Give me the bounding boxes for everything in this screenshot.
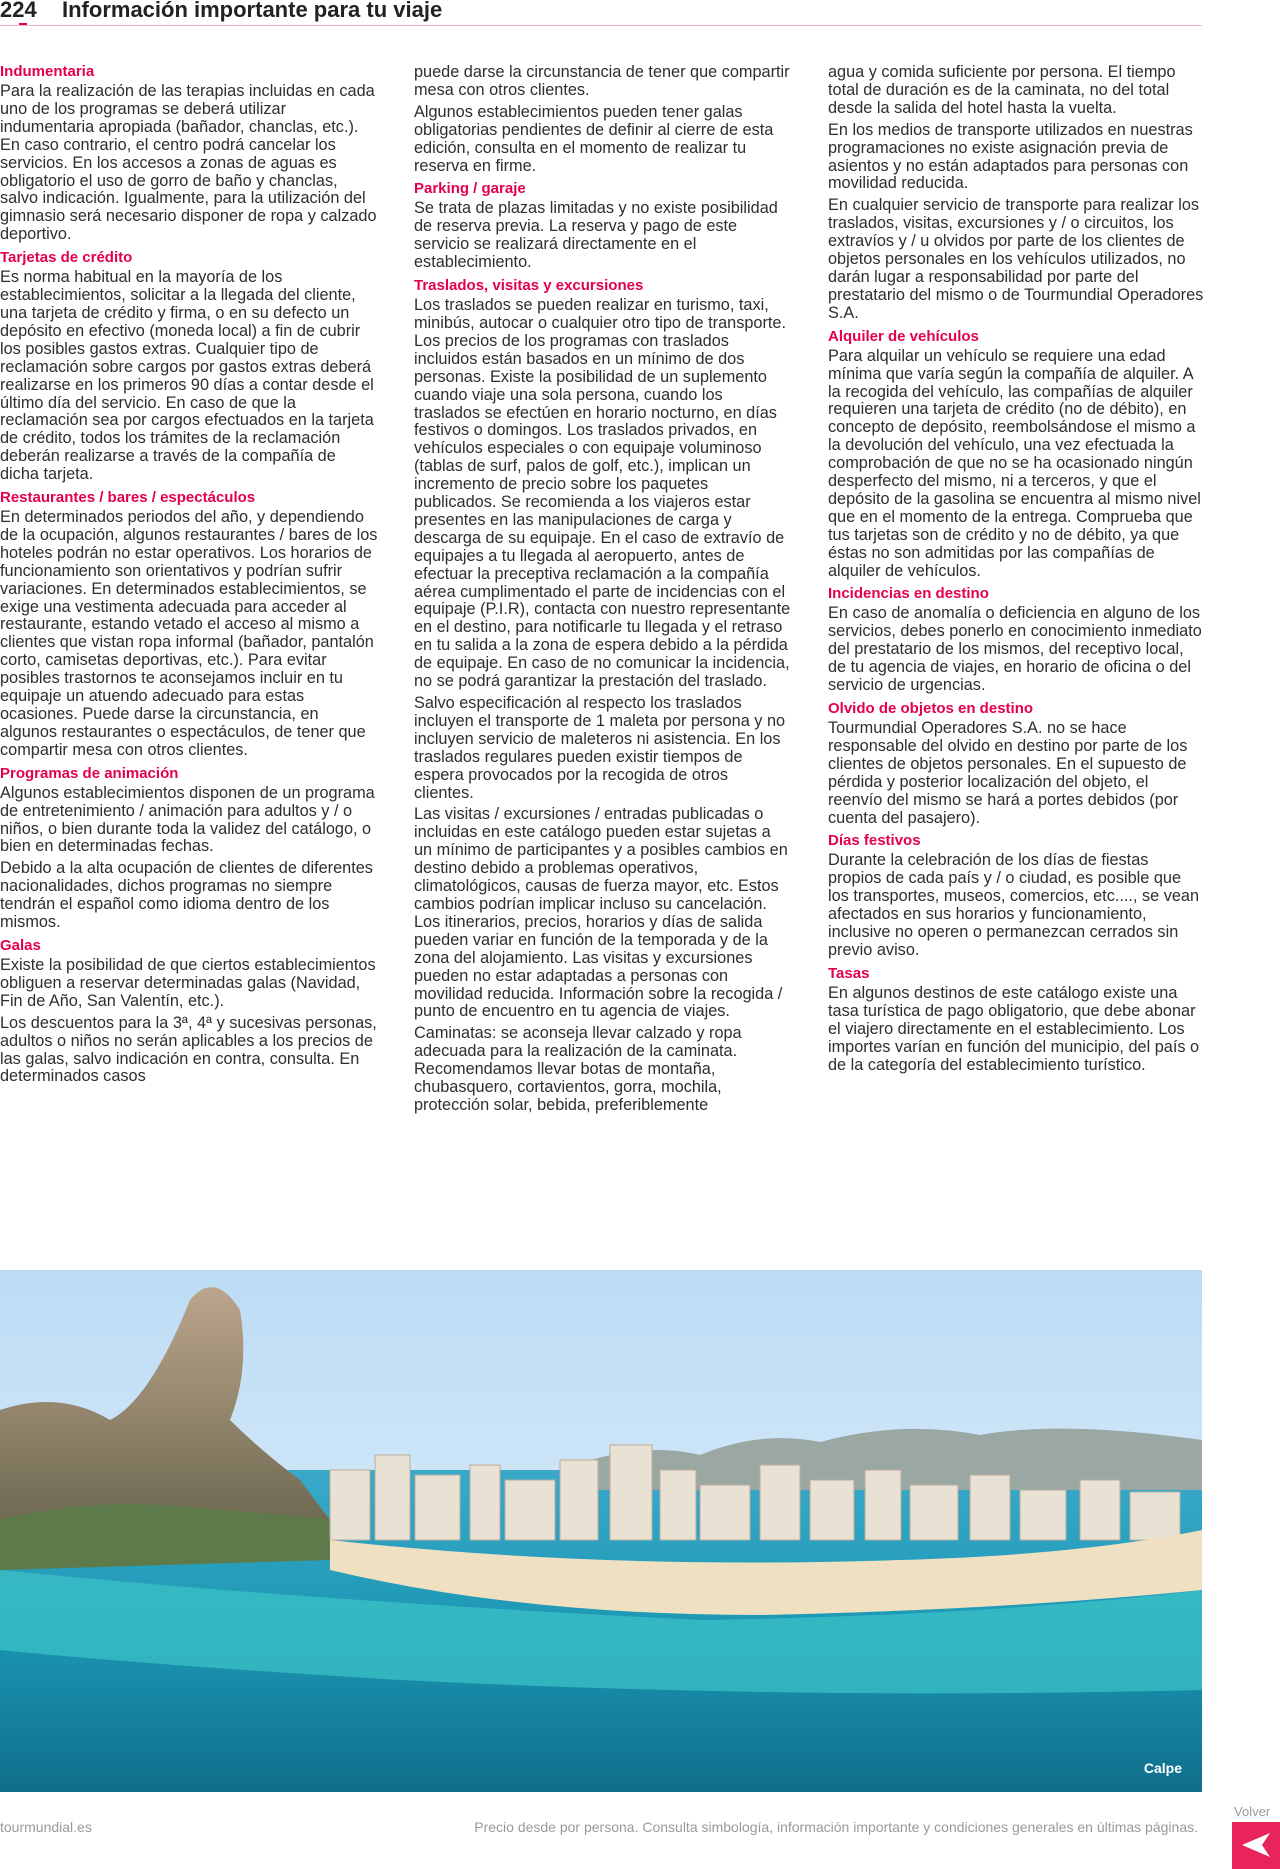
paragraph: Las visitas / excursiones / entradas publicadas o incluidas en este catálogo pueden estar sujetas a un mínimo de participantes y a posibles cambios en destino debido a problemas operativos, climatológicos, causas de fuerza mayor, etc. Estos cambios podrían implicar incluso su cancelación. Los itinerarios, precios, horarios y días de salida pueden variar en función de la temporada y de la zona del alojamiento. Las visitas y excursiones pueden no estar adaptadas a personas con movilidad reducida. Información sobre la recogida / punto de encuentro en tu agencia de viajes. <box>414 805 788 1021</box>
calpe-photo <box>0 1270 1202 1792</box>
paragraph: En cualquier servicio de transporte para realizar los traslados, visitas, excursiones y / o circuitos, los extravíos y / u olvidos por parte de los clientes de objetos personales en los vehículos utilizados, no darán lugar a responsabilidad por parte del prestatario del mismo o de Tourmundial Operadores S.A. <box>828 196 1204 322</box>
text-column-3 <box>828 64 1206 1078</box>
page-header <box>0 0 1202 26</box>
footer-site: tourmundial.es <box>0 1819 92 1835</box>
paragraph: Caminatas: se aconseja llevar calzado y ropa adecuada para la realización de la caminata. Recomendamos llevar botas de montaña, chubasquero, cortavientos, gorra, mochila, protección solar, bebida, preferiblemente <box>414 1024 742 1114</box>
section-heading: Parking / garaje <box>414 180 526 198</box>
section-heading: Programas de animación <box>0 764 179 782</box>
section-heading: Indumentaria <box>0 63 95 80</box>
paragraph: puede darse la circunstancia de tener que compartir mesa con otros clientes. <box>414 63 790 99</box>
footer-note: Precio desde por persona. Consulta simbología, información importante y condiciones generales en últimas páginas. <box>474 1819 1198 1835</box>
section-heading: Olvido de objetos en destino <box>828 700 1034 717</box>
section-heading: Días festivos <box>828 832 921 850</box>
photo-caption: Calpe <box>1143 1760 1182 1776</box>
paragraph: agua y comida suficiente por persona. El tiempo total de duración es de la caminata, no del total desde la salida del hotel hasta la vuelta. <box>828 63 1176 117</box>
section-heading: Traslados, visitas y excursiones <box>414 277 644 295</box>
section-heading: Alquiler de vehículos <box>828 327 979 345</box>
section-heading: Galas <box>0 936 41 954</box>
section-heading: Restaurantes / bares / espectáculos <box>0 489 256 507</box>
section-heading: Tarjetas de crédito <box>0 249 133 267</box>
paragraph: En caso de anomalía o deficiencia en alguno de los servicios, debes ponerlo en conocimiento inmediato del prestatario de los mismos, del receptivo local, de tu agencia de viajes, en horario de oficina o del servicio de urgencias. <box>828 604 1202 695</box>
paragraph: Existe la posibilidad de que ciertos establecimientos obliguen a reservar determinadas galas (Navidad, Fin de Año, San Valentín, etc.). <box>0 955 376 1010</box>
paragraph: En algunos destinos de este catálogo existe una tasa turística de pago obligatorio, que debe abonar el viajero directamente en el establecimiento. Los importes varían en función del municipio, del país o de la categoría del establecimiento turístico. <box>828 983 1200 1074</box>
paragraph: Algunos establecimientos pueden tener galas obligatorias pendientes de definir al cierre de esta edición, consulta en el momento de realizar tu reserva en firme. <box>414 102 774 175</box>
page-number: 224 <box>0 0 37 22</box>
page-title: Información importante para tu viaje <box>62 0 443 22</box>
section-heading: Tasas <box>828 964 870 982</box>
paragraph: Para la realización de las terapias incluidas en cada uno de los programas se deberá utilizar indumentaria apropiada (bañador, chanclas, etc.). En caso contrario, el centro podrá cancelar los servicios. En los accesos a zonas de aguas es obligatorio el uso de gorro de baño y chanclas, salvo indicación. Igualmente, para la utilización del gimnasio será necesario disponer de ropa y calzado deportivo. <box>0 82 377 244</box>
section-heading: Incidencias en destino <box>828 585 989 603</box>
paragraph: Se trata de plazas limitadas y no existe posibilidad de reserva previa. La reserva y pago de este servicio se realizará directamente en el establecimiento. <box>414 199 778 272</box>
text-column-2 <box>414 64 792 1119</box>
back-label: Volver <box>1234 1804 1271 1819</box>
paragraph: Es norma habitual en la mayoría de los establecimientos, solicitar a la llegada del cliente, una tarjeta de crédito y firma, o en su defecto un depósito en efectivo (moneda local) a fin de cubrir los posibles gastos extras. Cualquier tipo de reclamación sobre cargos por gastos extras deberá realizarse en los primeros 90 días a contar desde el último día del servicio. En caso de que la reclamación sea por cargos efectuados en la tarjeta de crédito, todos los trámites de la reclamación deberán realizarse a través de la compañía de dicha tarjeta. <box>0 268 374 484</box>
paragraph: Durante la celebración de los días de fiestas propios de cada país y / o ciudad, es posible que los transportes, museos, comercios, etc...., se vean afectados en sus horarios y funcionamiento, inclusive no operen o permanezcan cerrados sin previo aviso. <box>828 851 1200 959</box>
paragraph: Tourmundial Operadores S.A. no se hace responsable del olvido en destino por parte de los clientes de objetos personales. En el supuesto de pérdida y posterior localización del objeto, el reenvío del mismo se hará a portes debidos (por cuenta del pasajero). <box>828 719 1188 827</box>
back-arrow-icon <box>1242 1833 1270 1857</box>
paragraph: Salvo especificación al respecto los traslados incluyen el transporte de 1 maleta por persona y no incluyen servicio de maleteros ni asistencia. En los traslados regulares pueden existir tiempos de espera provocados por la recogida de otros clientes. <box>414 694 786 802</box>
paragraph: En los medios de transporte utilizados en nuestras programaciones no existe asignación previa de asientos y no están adaptados para personas con movilidad reducida. <box>828 120 1193 193</box>
paragraph: Para alquilar un vehículo se requiere una edad mínima que varía según la compañía de alquiler. A la recogida del vehículo, las compañías de alquiler requieren una tarjeta de crédito (no de débito), en concepto de depósito, reembolsándose el mismo a la devolución del vehículo, una vez efectuada la comprobación de que no se ha ocasionado ningún desperfecto del mismo, ni a terceros, y que el depósito de la gasolina se encuentra al mismo nivel que en el momento de la entrega. Comprueba que tus tarjetas son de crédito y no de débito, ya que éstas no son admitidas por las compañías de alquiler de vehículos. <box>828 346 1201 580</box>
header-rule <box>0 25 1202 26</box>
back-button[interactable] <box>1232 1822 1280 1869</box>
paragraph: Algunos establecimientos disponen de un programa de entretenimiento / animación para adultos y / o niños, o bien durante toda la validez del catálogo, o bien en determinadas fechas. <box>0 783 375 856</box>
paragraph: Debido a la alta ocupación de clientes de diferentes nacionalidades, dichos programas no siempre tendrán el español como idioma dentro de los mismos. <box>0 859 373 932</box>
paragraph: Los descuentos para la 3ª, 4ª y sucesivas personas, adultos o niños no serán aplicables a los precios de las galas, salvo indicación en contra, consulta. En determinados casos <box>0 1013 377 1086</box>
paragraph: En determinados periodos del año, y dependiendo de la ocupación, algunos restaurantes / bares de los hoteles podrán no estar operativos. Los horarios de funcionamiento son orientativos y podrían sufrir variaciones. En determinados establecimientos, se exige una vestimenta adecuada para acceder al restaurante, estando vetado el acceso al mismo a clientes que vistan ropa informal (bañador, pantalón corto, camisetas deportivas, etc.). Para evitar posibles trastornos te aconsejamos incluir en tu equipaje un atuendo adecuado para estas ocasiones. Puede darse la circunstancia, en algunos restaurantes o espectáculos, de tener que compartir mesa con otros clientes. <box>0 508 378 759</box>
paragraph: Los traslados se pueden realizar en turismo, taxi, minibús, autocar o cualquier otro tipo de transporte. Los precios de los programas con traslados incluidos están basados en un mínimo de dos personas. Existe la posibilidad de un suplemento cuando viaje una sola persona, cuando los traslados se efectúen en horario nocturno, en días festivos o domingos. Los traslados privados, en vehículos especiales o con equipaje voluminoso (tablas de surf, palos de golf, etc.), implican un incremento de precio sobre los paquetes publicados. Se recomienda a los viajeros estar presentes en las manipulaciones de carga y descarga de su equipaje. En el caso de extravío de equipajes a tu llegada al aeropuerto, antes de efectuar la preceptiva reclamación a la compañía aérea cumplimentado el parte de incidencias con el equipaje (P.I.R), contacta con nuestro representante en el destino, para notificarle tu llegada y el retraso en tu salida a la zona de espera debido a la pérdida de equipaje. En caso de no comunicar la incidencia, no se podrá garantizar la prestación del traslado. <box>414 296 791 691</box>
text-column-1 <box>0 62 378 1090</box>
